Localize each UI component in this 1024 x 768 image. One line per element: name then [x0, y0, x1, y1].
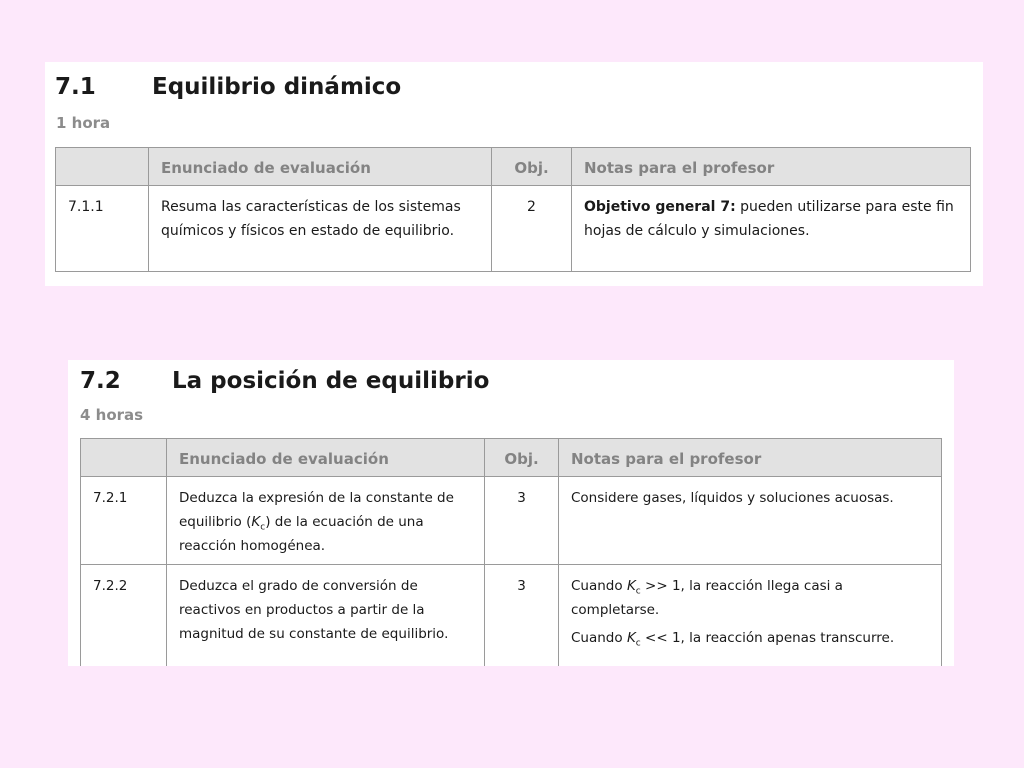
row-obj: 3 [485, 565, 559, 667]
note-text: << 1, la reacción apenas transcurre. [640, 630, 895, 646]
table-row [81, 565, 942, 667]
table-row [81, 477, 942, 565]
header-obj: Obj. [485, 439, 559, 477]
section-hours: 4 horas [80, 406, 144, 424]
notes-text: pueden utilizarse para este fin hojas de cálculo y simulaciones. [584, 199, 954, 239]
header-obj: Obj. [492, 148, 572, 186]
notes-bold-label: Objetivo general 7: [584, 199, 736, 215]
header-notes: Notas para el profesor [559, 439, 942, 477]
table-header-row [56, 148, 971, 186]
section-name: Equilibrio dinámico [152, 74, 402, 100]
row-notes [572, 186, 971, 272]
row-obj: 2 [492, 186, 572, 272]
note-line [571, 626, 929, 650]
row-statement [167, 477, 485, 565]
assessment-table [55, 147, 971, 272]
section-7-1-card [45, 62, 983, 286]
row-obj: 3 [485, 477, 559, 565]
row-notes [559, 565, 942, 667]
note-text: Cuando [571, 578, 627, 594]
row-id: 7.2.1 [81, 477, 167, 565]
section-name: La posición de equilibrio [172, 368, 490, 394]
table-row [56, 186, 971, 272]
section-7-2-card [68, 360, 954, 666]
row-notes: Considere gases, líquidos y soluciones acuosas. [559, 477, 942, 565]
assessment-table [80, 438, 942, 666]
kc-symbol: K [626, 578, 636, 594]
section-number: 7.2 [80, 368, 121, 394]
kc-symbol: K [251, 514, 261, 530]
row-statement: Resuma las características de los sistemas químicos y físicos en estado de equilibrio. [149, 186, 492, 272]
kc-subscript: c [635, 638, 641, 649]
note-text: Cuando [571, 630, 627, 646]
statement-text: Deduzca la expresión de la constante de equilibrio ( [179, 490, 454, 530]
header-notes: Notas para el profesor [572, 148, 971, 186]
section-hours: 1 hora [56, 114, 111, 132]
header-id [56, 148, 149, 186]
kc-subscript: c [635, 586, 641, 597]
kc-symbol: K [626, 630, 636, 646]
statement-text: ) de la ecuación de una reacción homogénea. [179, 514, 424, 554]
note-line [571, 574, 929, 622]
section-number: 7.1 [55, 74, 96, 100]
header-statement: Enunciado de evaluación [149, 148, 492, 186]
table-header-row [81, 439, 942, 477]
note-text: >> 1, la reacción llega casi a completarse. [571, 578, 843, 618]
kc-subscript: c [260, 522, 266, 533]
row-statement: Deduzca el grado de conversión de reactivos en productos a partir de la magnitud de su constante de equilibrio. [167, 565, 485, 667]
header-statement: Enunciado de evaluación [167, 439, 485, 477]
header-id [81, 439, 167, 477]
row-id: 7.1.1 [56, 186, 149, 272]
row-id: 7.2.2 [81, 565, 167, 667]
